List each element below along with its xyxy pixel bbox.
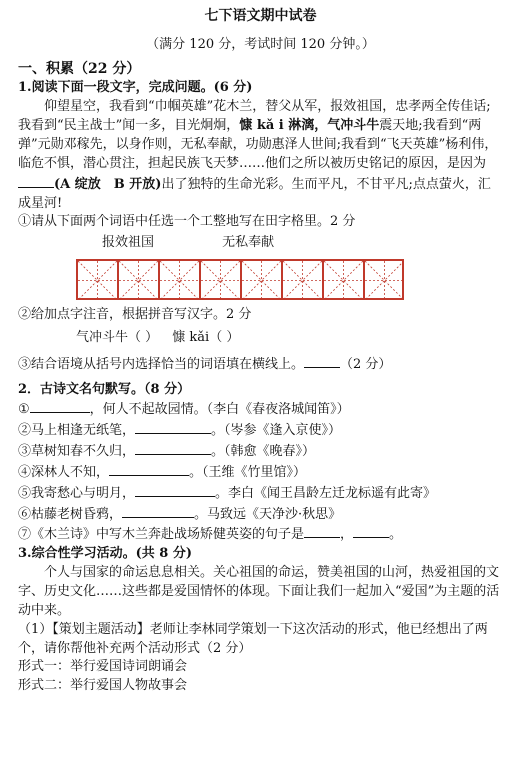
tianzi-cell[interactable] (281, 259, 322, 300)
poem-line (18, 524, 503, 545)
poem-text: ②马上相逢无纸笔， (18, 423, 136, 439)
answer-blank[interactable] (135, 420, 211, 434)
sub-question-1: ①请从下面两个词语中任选一个工整地写在田字格里。2 分 (18, 214, 356, 230)
answer-blank[interactable] (353, 524, 389, 538)
cell-guides (201, 261, 240, 300)
poem-line (18, 441, 503, 462)
poem-text: 。马致远《天净沙·秋思》 (194, 506, 342, 522)
answer-blank[interactable] (18, 174, 54, 188)
poem-text: ① (18, 402, 30, 418)
poem-line (18, 420, 503, 441)
poem-text: ⑥枯藤老树昏鸦， (18, 506, 123, 522)
question-3-title: 3.综合性学习活动。(共 8 分) (18, 546, 192, 562)
passage-part-bold: 慷 kǎ i 淋漓，气冲斗牛 (239, 118, 380, 134)
question-3-sub-1: （1）【策划主题活动】老师让李林同学策划一下这次活动的形式，他已经想出了两个，请你帮他补充两个活动形式（2 分） (18, 621, 488, 656)
poem-text: ，何人不起故园情。（李白《春夜洛城闻笛》） (89, 402, 350, 418)
pinyin-item: 气冲斗牛（ ） (76, 329, 159, 345)
tianzi-cell[interactable] (322, 259, 363, 300)
page-title: 七下语文期中试卷 (204, 8, 317, 24)
answer-blank[interactable] (135, 483, 215, 497)
poem-text: ⑤我寄愁心与明月， (18, 485, 136, 501)
passage-part: 震天地;我看到“两弹”元勋邓稼先，以身作则，无私奉献，功勋惠泽人世间;我看到“飞天英雄”杨利伟，临危不惧，潜心贯注，担起民族飞天梦……他们之所以被历史铭记的原因，是因为 (18, 118, 498, 171)
poem-line (18, 483, 503, 504)
question-1-title: 1.阅读下面一段文字，完成问题。(6 分) (18, 80, 253, 96)
answer-blank[interactable] (135, 441, 211, 455)
section-heading: 一、积累（22 分） (18, 61, 141, 78)
pinyin-item: 慷 kǎi（ ） (172, 329, 240, 345)
question-2-title: 2．古诗文名句默写。（8 分） (18, 381, 191, 397)
poem-line (18, 462, 503, 483)
poem-text: ⑦《木兰诗》中写木兰奔赴战场矫健英姿的句子是 (18, 527, 305, 543)
cell-guides (365, 261, 404, 300)
sub-question-3 (18, 354, 503, 375)
poem-text: ， (340, 527, 354, 543)
sub-question-3-text: ③结合语境从括号内选择恰当的词语填在横线上。 (18, 356, 305, 372)
tianzi-grid[interactable] (76, 259, 503, 300)
sub-question-2: ②给加点字注音，根据拼音写汉字。2 分 (18, 307, 252, 323)
poem-line (18, 504, 503, 525)
poem-text: 。（王维《竹里馆》） (189, 464, 307, 480)
passage-part: 出了独特的生命光彩。生而平凡，不甘平凡;点点萤火，汇成星河! (18, 176, 491, 211)
word-option: 报效祖国 (102, 235, 155, 251)
passage-part: 仰望星空，我看到“巾帼英雄”花木兰，替父从军，报效祖国，忠孝两全传佳话;我看到“民主战士”闻一多，目光炯炯， (18, 99, 491, 134)
answer-blank[interactable] (304, 354, 340, 368)
word-options (18, 234, 503, 253)
question-1-passage (18, 98, 503, 213)
cell-guides (160, 261, 199, 300)
cell-guides (242, 261, 281, 300)
word-choices: (A 绽放 B 开放) (54, 176, 162, 192)
poem-text: 。 (389, 527, 403, 543)
poem-text: 。（韩愈《晚春》） (211, 444, 316, 460)
exam-info: （满分 120 分，考试时间 120 分钟。） (146, 37, 375, 53)
activity-form: 形式一：举行爱国诗词朗诵会 (18, 659, 188, 675)
answer-blank[interactable] (30, 399, 90, 413)
tianzi-cell[interactable] (117, 259, 158, 300)
poem-text: ④深林人不知， (18, 464, 110, 480)
poem-line (18, 399, 503, 420)
poem-text: 。（岑参《逢入京使》） (211, 423, 342, 439)
answer-blank[interactable] (109, 462, 189, 476)
tianzi-cell[interactable] (199, 259, 240, 300)
tianzi-cell[interactable] (363, 259, 404, 300)
cell-guides (78, 261, 117, 300)
tianzi-cell[interactable] (76, 259, 117, 300)
cell-guides (324, 261, 363, 300)
pinyin-items (18, 329, 503, 348)
poem-text: ③草树知春不久归， (18, 444, 136, 460)
tianzi-cell[interactable] (158, 259, 199, 300)
activity-form: 形式二：举行爱国人物故事会 (18, 678, 188, 694)
poem-text: 。李白《闻王昌龄左迁龙标遥有此寄》 (215, 485, 437, 501)
answer-blank[interactable] (304, 524, 340, 538)
sub-question-3-score: （2 分） (340, 356, 392, 372)
word-option: 无私奉献 (222, 235, 275, 251)
answer-blank[interactable] (122, 504, 194, 518)
tianzi-cell[interactable] (240, 259, 281, 300)
cell-guides (119, 261, 158, 300)
question-3-passage: 个人与国家的命运息息相关。关心祖国的命运，赞美祖国的山河，热爱祖国的文字、历史文化……这些都是爱国情怀的体现。下面让我们一起加入“爱国”为主题的活动中来。 (18, 565, 500, 618)
cell-guides (283, 261, 322, 300)
